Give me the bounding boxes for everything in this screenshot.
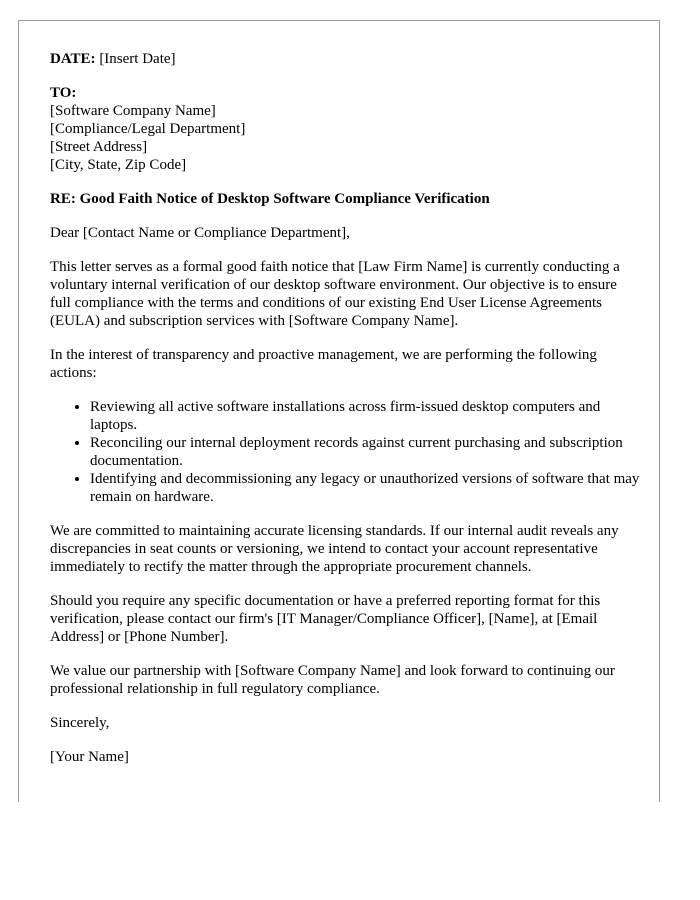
address-line: [Street Address] bbox=[50, 139, 148, 155]
intro-paragraph: This letter serves as a formal good faith notice that [Law Firm Name] is currently conducting a voluntary internal verification of our desktop software environment. Our objective is to ensure full compliance with the terms and conditions of our existing End User License Agreements (EULA) and subscription services with [Software Company Name]. bbox=[50, 259, 620, 329]
closing: Sincerely, bbox=[50, 715, 110, 731]
date-label: DATE: bbox=[50, 51, 96, 67]
contact-paragraph: Should you require any specific documentation or have a preferred reporting format for this verification, please contact our firm's [IT Manager/Compliance Officer], [Name], at [Email Address] or [Phone Number]. bbox=[50, 593, 601, 645]
list-item: • Identifying and decommissioning any legacy or unauthorized versions of software that may remain on hardware. bbox=[90, 470, 640, 506]
salutation: Dear [Contact Name or Compliance Department], bbox=[50, 225, 350, 241]
actions-list bbox=[50, 398, 640, 506]
signature-name: [Your Name] bbox=[50, 749, 129, 765]
letter-body bbox=[50, 50, 640, 766]
letter-page bbox=[18, 20, 660, 802]
recipient-block bbox=[50, 84, 640, 174]
partnership-paragraph: We value our partnership with [Software Company Name] and look forward to continuing our professional relationship in full regulatory compliance. bbox=[50, 663, 615, 697]
actions-intro-paragraph: In the interest of transparency and proactive management, we are performing the following actions: bbox=[50, 347, 597, 381]
address-line: [Compliance/Legal Department] bbox=[50, 121, 246, 137]
list-item: • Reconciling our internal deployment records against current purchasing and subscription documentation. bbox=[90, 434, 640, 470]
date-value: [Insert Date] bbox=[95, 51, 176, 67]
address-line: [Software Company Name] bbox=[50, 103, 216, 119]
commitment-paragraph: We are committed to maintaining accurate licensing standards. If our internal audit reveals any discrepancies in seat counts or versioning, we intend to contact your account representative immediately to rectify the matter through the appropriate procurement channels. bbox=[50, 523, 619, 575]
subject-line: RE: Good Faith Notice of Desktop Software Compliance Verification bbox=[50, 191, 490, 207]
to-label: TO: bbox=[50, 85, 77, 101]
date-line bbox=[50, 50, 640, 68]
address-line: [City, State, Zip Code] bbox=[50, 157, 187, 173]
list-item: • Reviewing all active software installations across firm-issued desktop computers and laptops. bbox=[90, 398, 640, 434]
